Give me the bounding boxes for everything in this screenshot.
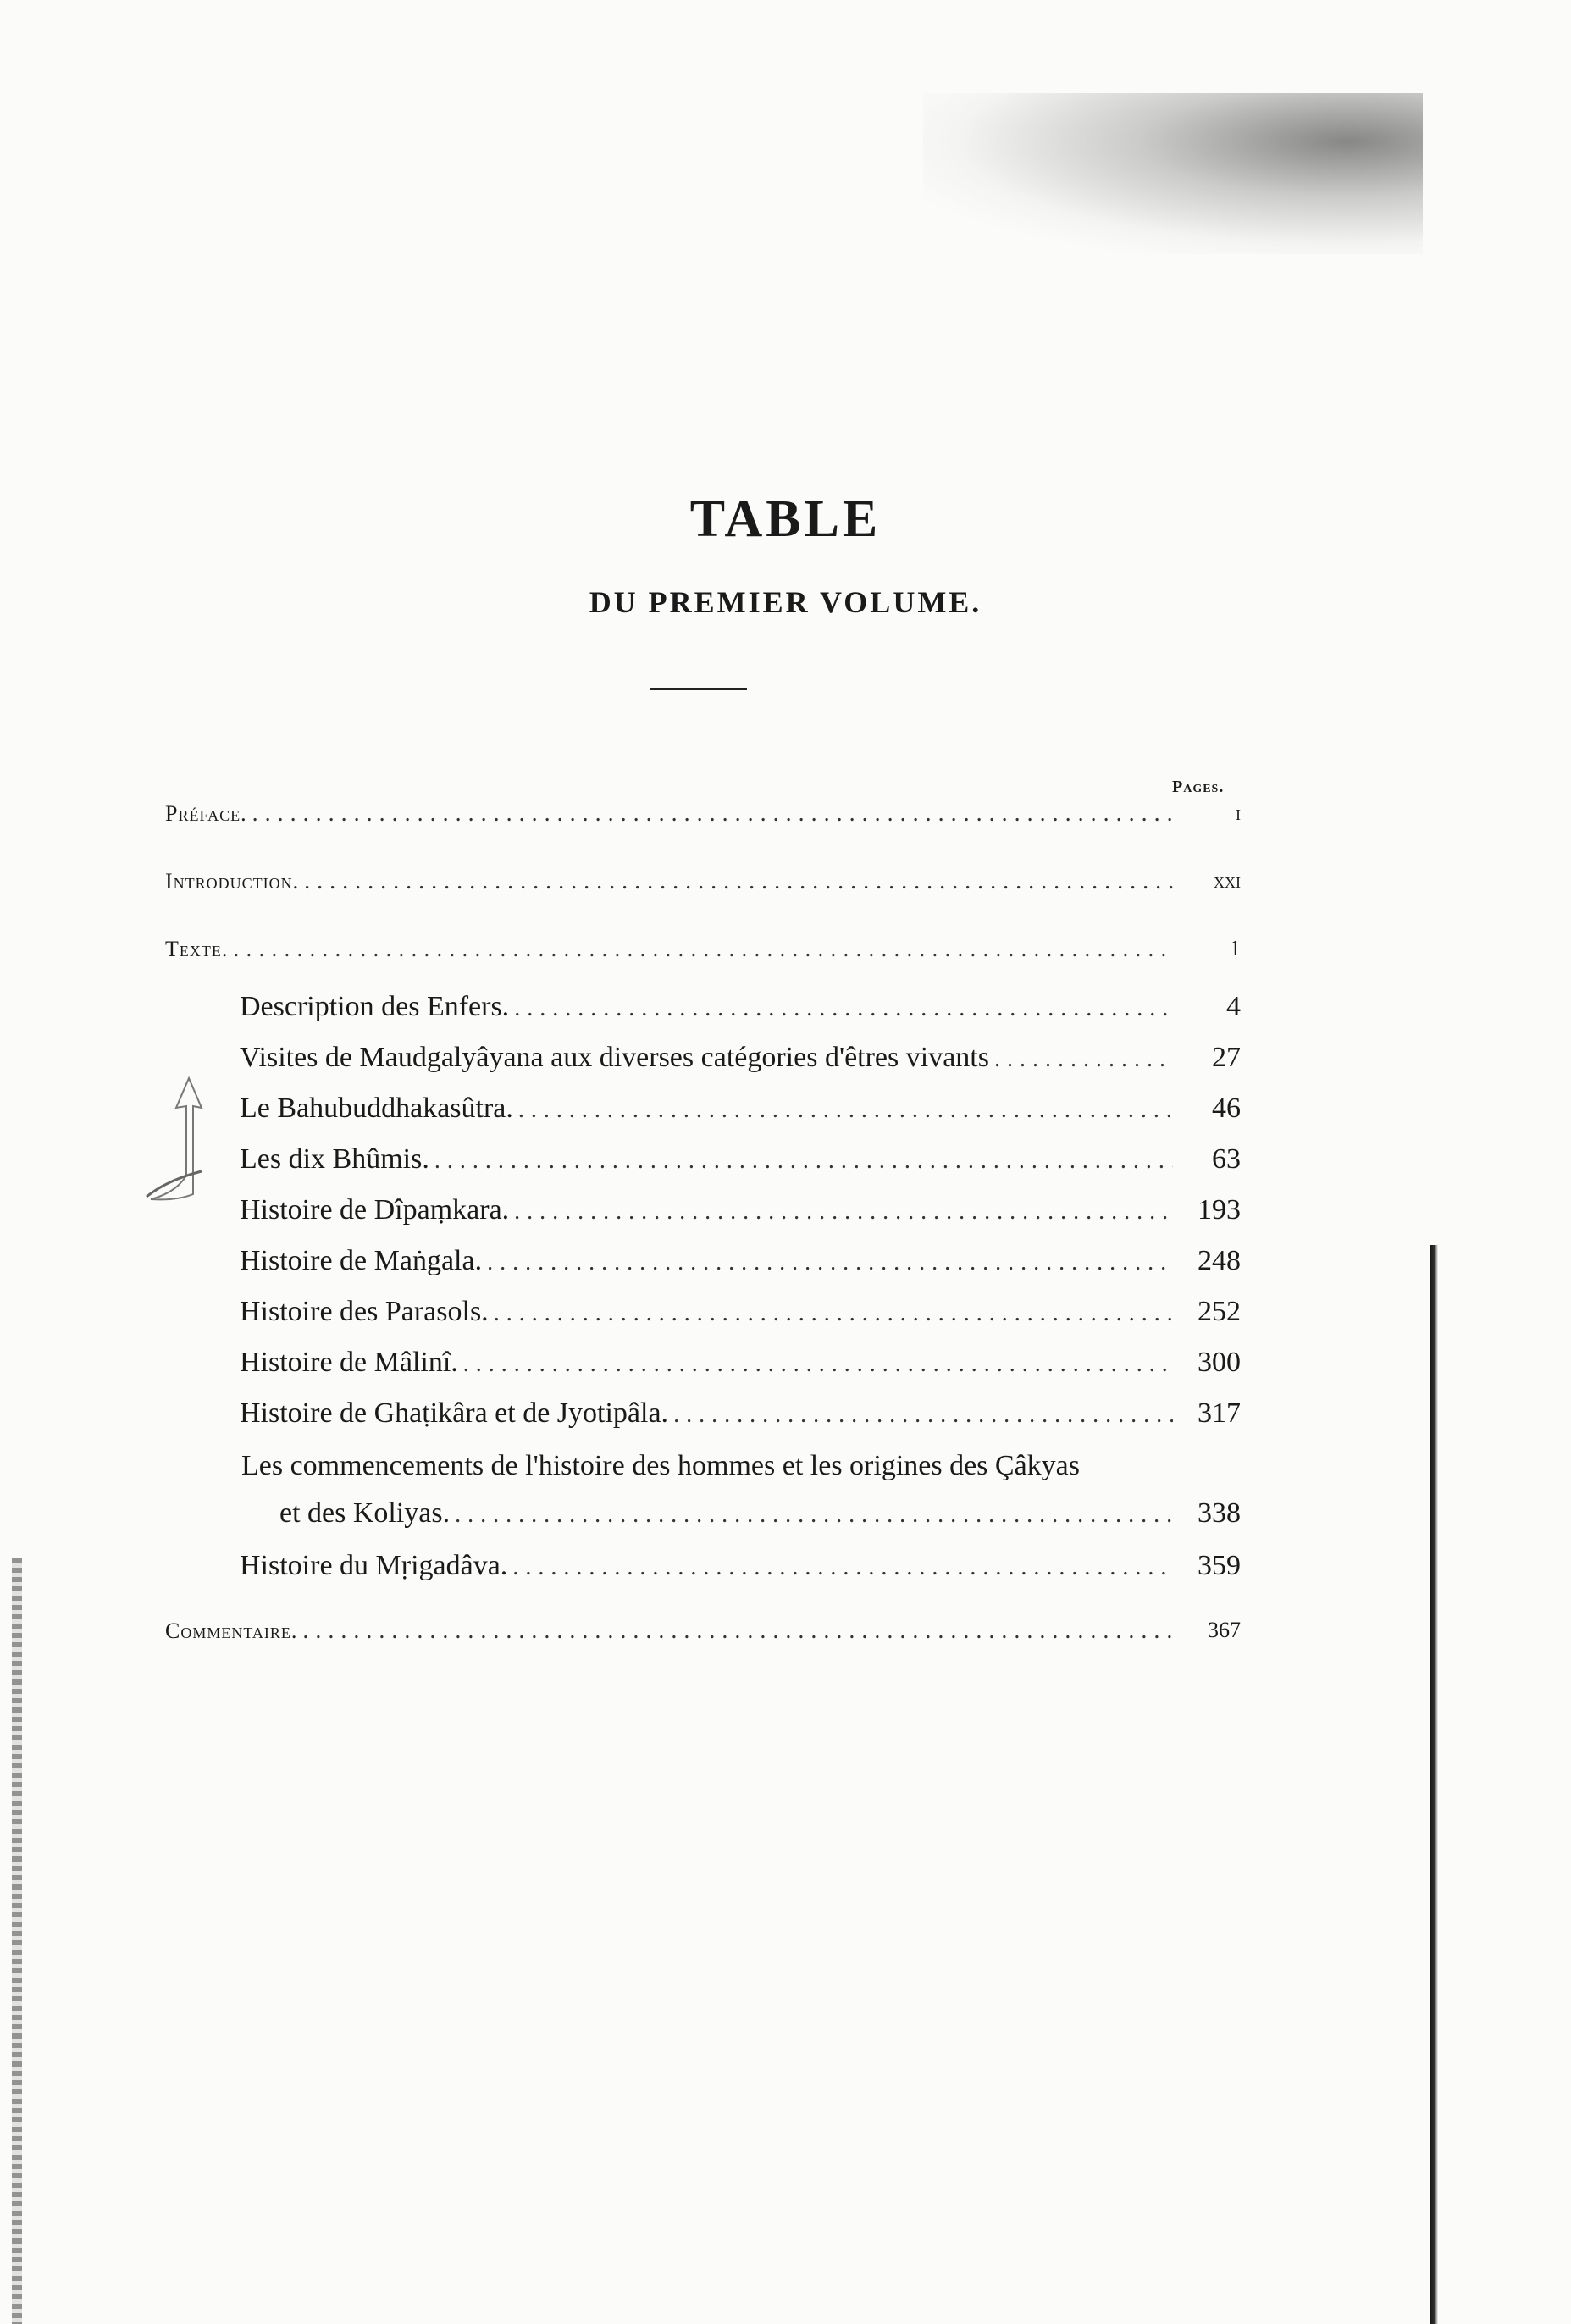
toc-entry-label: Commentaire.: [165, 1618, 298, 1643]
toc-entry: [240, 1143, 1241, 1186]
pages-column-label: Pages.: [1172, 777, 1225, 796]
toc-page-number: 63: [1212, 1143, 1241, 1175]
toc-entry-label: Histoire de Maṅgala.: [240, 1245, 483, 1276]
toc-page-number: i: [1236, 800, 1241, 825]
toc-page-number: 193: [1198, 1194, 1241, 1226]
dot-leader: [463, 1351, 1173, 1378]
toc-entry: [240, 1194, 1241, 1237]
dot-leader: [302, 1618, 1173, 1645]
toc-section: [165, 1618, 1241, 1660]
toc-entry-label: Histoire de Dîpaṃkara.: [240, 1194, 510, 1226]
toc-section: [165, 800, 1241, 843]
dot-leader: [518, 1097, 1173, 1124]
dot-leader: [304, 868, 1173, 895]
toc-entry: [240, 1093, 1241, 1135]
dot-leader: [673, 1402, 1173, 1429]
toc-entry: [240, 1550, 1241, 1592]
toc-entry: [240, 1397, 1241, 1440]
toc-entry-label: Texte.: [165, 937, 229, 961]
toc-page-number: 317: [1198, 1397, 1241, 1429]
toc-page-number: 46: [1212, 1093, 1241, 1124]
toc-page-number: 338: [1198, 1497, 1241, 1529]
toc-page-number: xxi: [1214, 868, 1241, 893]
page-subtitle: DU PREMIER VOLUME.: [589, 585, 982, 619]
toc-page-number: 27: [1212, 1042, 1241, 1073]
toc-page-number: 1: [1230, 936, 1241, 960]
toc-entry-label: Préface.: [165, 801, 247, 826]
toc-entry: [240, 1042, 1241, 1084]
dot-leader: [252, 800, 1173, 827]
toc-page-number: 248: [1198, 1245, 1241, 1276]
dot-leader: [512, 1554, 1173, 1581]
toc-entry-first-line: Les commencements de l'histoire des hommes et les origines des Çâkyas: [241, 1450, 1081, 1481]
toc-entry-label: Introduction.: [165, 869, 300, 894]
toc-entry-label: Les dix Bhûmis.: [240, 1143, 429, 1175]
toc-entry-label: Description des Enfers.: [240, 991, 510, 1022]
toc-entry-label: Histoire des Parasols.: [240, 1296, 489, 1327]
dot-leader: [514, 995, 1173, 1022]
toc-entry: [279, 1497, 1241, 1540]
toc-section: [165, 936, 1241, 978]
toc-entry-label: Histoire de Ghaṭikâra et de Jyotipâla.: [240, 1397, 669, 1429]
toc-entry: [240, 1296, 1241, 1338]
toc-section: [165, 868, 1241, 910]
toc-entry-label: Histoire de Mâlinî.: [240, 1347, 458, 1378]
toc-page-number: 4: [1226, 991, 1241, 1022]
toc-page-number: 359: [1198, 1550, 1241, 1581]
toc-page-number: 367: [1208, 1618, 1241, 1642]
toc-entry: [240, 1347, 1241, 1389]
toc-entry-label: Le Bahubuddhakasûtra.: [240, 1093, 513, 1124]
toc-entry-label: Histoire du Mṛigadâva.: [240, 1550, 508, 1581]
page-title: TABLE: [689, 490, 882, 548]
toc-entry: [240, 991, 1241, 1033]
toc-page-number: 252: [1198, 1296, 1241, 1327]
dot-leader: [233, 936, 1173, 963]
dot-leader: [994, 1046, 1173, 1073]
toc-entry-label: et des Koliyas.: [279, 1497, 451, 1529]
toc-entry: [240, 1245, 1241, 1287]
toc-entry-label: Visites de Maudgalyâyana aux diverses catégories d'êtres vivants: [240, 1042, 989, 1073]
dot-leader: [455, 1502, 1173, 1529]
dot-leader: [434, 1148, 1173, 1175]
dot-leader: [494, 1300, 1173, 1327]
dot-leader: [514, 1198, 1173, 1226]
toc-page-number: 300: [1198, 1347, 1241, 1378]
dot-leader: [487, 1249, 1173, 1276]
